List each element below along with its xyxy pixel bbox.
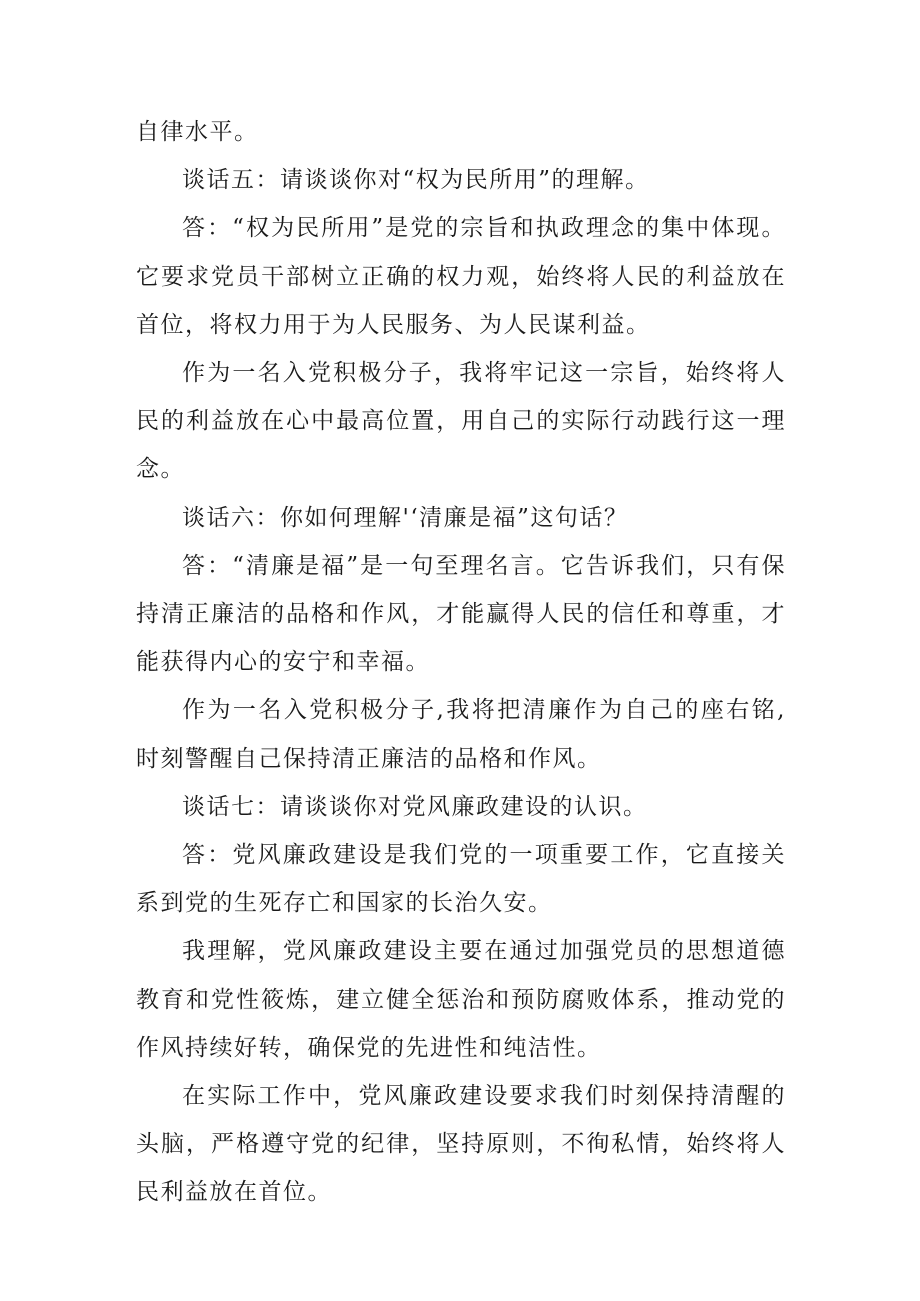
talk-seven-understanding: 我理解，党风廉政建设主要在通过加强党员的思想道德教育和党性筱炼，建立健全惩治和预防腐败体系，推动党的作风持续好转，确保党的先进性和纯洁性。 [136, 938, 786, 1061]
document-body [136, 108, 786, 1217]
paragraph-continuation: 自律水平。 [136, 119, 259, 145]
talk-six-reflection: 作为一名入党积极分子,我将把清廉作为自己的座右铭,时刻警醒自己保持清正廉洁的品格和作风。 [136, 697, 786, 772]
talk-seven-question: 谈话七：请谈谈你对党风廉政建设的认识。 [182, 793, 648, 820]
talk-seven-answer: 答：党风廉政建设是我们党的一项重要工作，它直接关系到党的生死存亡和国家的长治久安。 [136, 842, 786, 917]
talk-five-question: 谈话五：请谈谈你对“权为民所用”的理解。 [182, 167, 650, 194]
talk-five-answer: 答：“权为民所用”是党的宗旨和执政理念的集中体现。它要求党员干部树立正确的权力观，始终将人民的利益放在首位，将权力用于为人民服务、为人民谋利益。 [136, 215, 786, 338]
talk-six-answer: 答：“清廉是福”是一句至理名言。它告诉我们，只有保持清正廉洁的品格和作风，才能赢得人民的信任和尊重，才能获得内心的安宁和幸福。 [136, 552, 786, 676]
talk-six-question: 谈话六：你如何理解'‘清廉是福”这句话？ [182, 504, 629, 531]
talk-seven-practice: 在实际工作中，党风廉政建设要求我们时刻保持清醒的头脑，严格遵守党的纪律，坚持原则，不徇私情，始终将人民利益放在首位。 [136, 1083, 786, 1206]
talk-five-reflection: 作为一名入党积极分子，我将牢记这一宗旨，始终将人民的利益放在心中最高位置，用自己的实际行动践行这一理念。 [136, 360, 786, 483]
